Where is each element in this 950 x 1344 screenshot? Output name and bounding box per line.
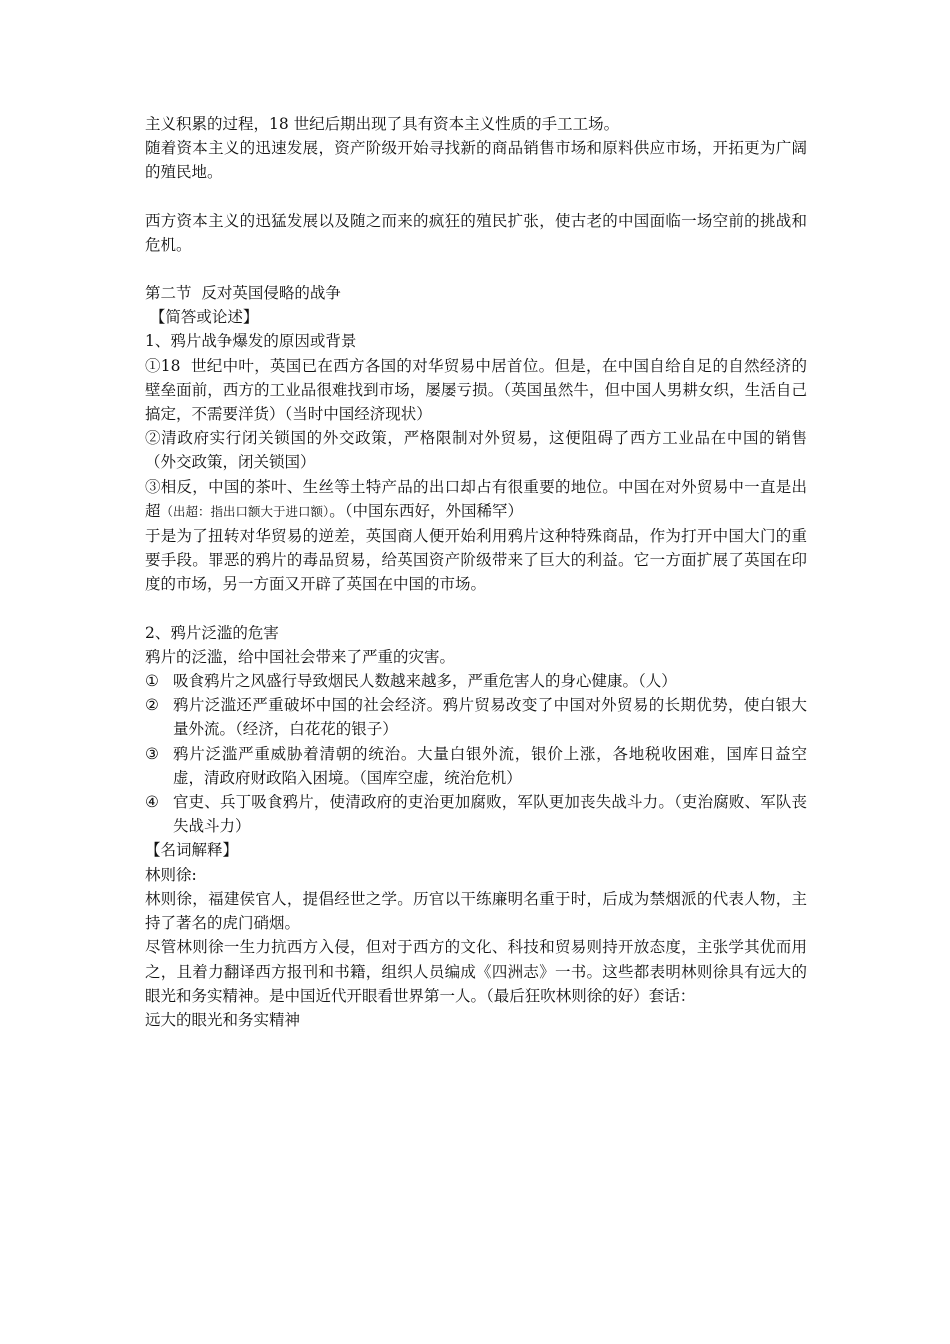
answer-text: 。（中国东西好，外国稀罕） xyxy=(329,501,524,520)
list-marker: ② xyxy=(145,696,159,715)
paragraph: 尽管林则徐一生力抗西方入侵，但对于西方的文化、科技和贸易则持开放态度，主张学其优而用之，且着力翻译西方报刊和书籍，组织人员编成《四洲志》一书。这些都表明林则徐具有远大的眼光和务实精神。是中国近代开眼看世界第一人。（最后狂吹林则徐的好）套话： xyxy=(145,938,807,1005)
paragraph: 主义积累的过程，18 世纪后期出现了具有资本主义性质的手工工场。 xyxy=(145,115,620,133)
answer-text: ③相反，中国的茶叶、生丝等土特产品的出口却占有很重要的地位。中国在对外贸易中一直是出超 xyxy=(145,477,807,520)
harm-list xyxy=(145,669,807,838)
paragraph: 林则徐，福建侯官人，提倡经世之学。历官以干练廉明名重于时，后成为禁烟派的代表人物，主持了著名的虎门硝烟。 xyxy=(145,889,807,933)
blank-line xyxy=(145,185,807,209)
paragraph: 随着资本主义的迅速发展，资产阶级开始寻找新的商品销售市场和原料供应市场，开拓更为广阔的殖民地。 xyxy=(145,139,807,182)
question-type-tag: 【简答或论述】 xyxy=(145,308,259,327)
answer-note: （出超：指出口额大于进口额） xyxy=(160,503,330,519)
document-body xyxy=(145,112,807,1032)
list-item-text: 鸦片泛滥严重威胁着清朝的统治。大量白银外流，银价上涨，各地税收困难，国库日益空虚，清政府财政陷入困境。（国库空虚，统治危机） xyxy=(173,744,807,787)
list-marker: ④ xyxy=(145,793,159,812)
paragraph: 西方资本主义的迅猛发展以及随之而来的疯狂的殖民扩张，使古老的中国面临一场空前的挑战和危机。 xyxy=(145,211,807,254)
question-title: 2、鸦片泛滥的危害 xyxy=(145,623,279,642)
list-item xyxy=(145,790,807,838)
list-item xyxy=(145,742,807,790)
paragraph: 鸦片的泛滥，给中国社会带来了严重的灾害。 xyxy=(145,647,456,666)
list-item-text: 官吏、兵丁吸食鸦片，使清政府的吏治更加腐败，军队更加丧失战斗力。（吏治腐败、军队丧失战斗力） xyxy=(173,793,807,836)
blank-line xyxy=(145,597,807,621)
list-marker: ① xyxy=(145,672,159,691)
blank-line xyxy=(145,257,807,281)
list-item xyxy=(145,669,807,693)
answer-point: ①18 世纪中叶，英国已在西方各国的对华贸易中居首位。但是，在中国自给自足的自然经济的壁垒面前，西方的工业品很难找到市场，屡屡亏损。（英国虽然牛，但中国人男耕女织，生活自己搞定，不需要洋货）（当时中国经济现状） xyxy=(145,356,807,424)
term-name: 林则徐: xyxy=(145,865,197,884)
answer-point: ②清政府实行闭关锁国的外交政策，严格限制对外贸易，这便阻碍了西方工业品在中国的销售（外交政策，闭关锁国） xyxy=(145,429,807,472)
list-item-text: 鸦片泛滥还严重破坏中国的社会经济。鸦片贸易改变了中国对外贸易的长期优势，使白银大量外流。（经济，白花花的银子） xyxy=(173,696,807,739)
answer-point xyxy=(145,475,807,524)
list-marker: ③ xyxy=(145,744,159,763)
question-type-tag: 【名词解释】 xyxy=(145,841,239,860)
question-title: 1、鸦片战争爆发的原因或背景 xyxy=(145,332,357,351)
list-item xyxy=(145,693,807,741)
section-title: 第二节 反对英国侵略的战争 xyxy=(145,284,341,303)
paragraph: 远大的眼光和务实精神 xyxy=(145,1010,301,1029)
paragraph: 于是为了扭转对华贸易的逆差，英国商人便开始利用鸦片这种特殊商品，作为打开中国大门的重要手段。罪恶的鸦片的毒品贸易，给英国资产阶级带来了巨大的利益。它一方面扩展了英国在印度的市场，另一方面又开辟了英国在中国的市场。 xyxy=(145,527,807,594)
list-item-text: 吸食鸦片之风盛行导致烟民人数越来越多，严重危害人的身心健康。（人） xyxy=(173,672,677,691)
